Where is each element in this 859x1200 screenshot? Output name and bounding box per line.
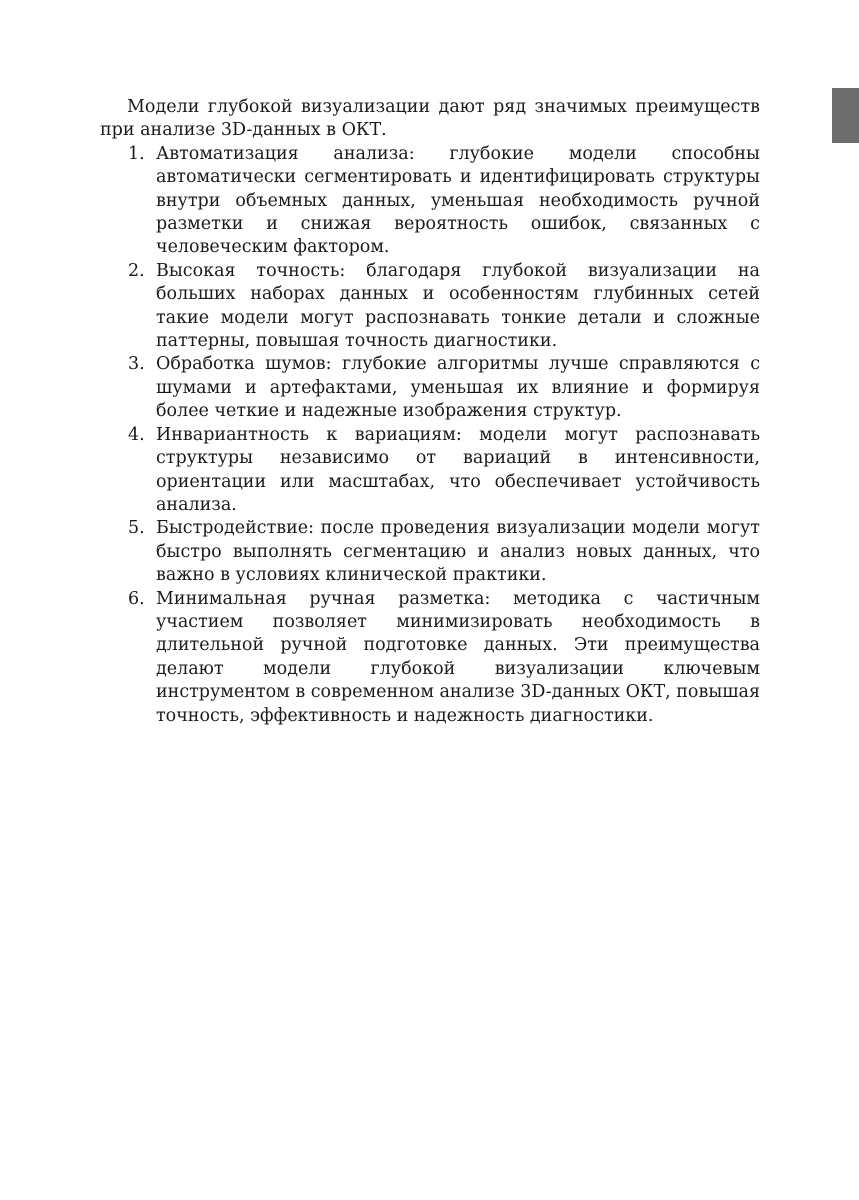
list-item-number: 5. xyxy=(128,518,145,539)
list-item-number: 4. xyxy=(128,424,145,445)
list-item-number: 3. xyxy=(128,354,145,375)
list-item-text: Автоматизация анализа: глубокие модели способны автоматически сегментировать и идентифицировать структуры внутри объемных данных, уменьшая необходимость ручной разметки и снижая вероятность ошибок, связанных с человеческим фактором. xyxy=(156,143,760,258)
intro-paragraph: Модели глубокой визуализации дают ряд значимых преимуществ при анализе 3D-данных в ОКТ. xyxy=(100,97,760,141)
list-item xyxy=(100,143,760,260)
list-item-number: 6. xyxy=(128,588,145,609)
page-content xyxy=(100,96,760,728)
list-item xyxy=(100,588,760,728)
chapter-tab-marker xyxy=(832,88,859,143)
list-item-text: Инвариантность к вариациям: модели могут распознавать структуры независимо от вариаций в интенсивности, ориентации или масштабах, что обеспечивает устойчивость анализа. xyxy=(156,424,760,515)
list-item-text: Минимальная ручная разметка: методика с частичным участием позволяет минимизировать необходимость в длительной ручной подготовке данных. Эти преимущества делают модели глубокой визуализации ключевым инструментом в современном анализе 3D-данных ОКТ, повышая точность, эффективность и надежность диагностики. xyxy=(156,588,760,726)
list-item xyxy=(100,424,760,518)
list-item xyxy=(100,260,760,354)
advantages-list xyxy=(100,143,760,728)
list-item-text: Высокая точность: благодаря глубокой визуализации на больших наборах данных и особенностям глубинных сетей такие модели могут распознавать тонкие детали и сложные паттерны, повышая точность диагностики. xyxy=(156,260,760,352)
list-item-text: Быстродействие: после проведения визуализации модели могут быстро выполнять сегментацию и анализ новых данных, что важно в условиях клинической практики. xyxy=(156,518,760,586)
list-item-text: Обработка шумов: глубокие алгоритмы лучше справляются с шумами и артефактами, уменьшая их влияние и формируя более четкие и надежные изображения структур. xyxy=(156,354,760,422)
list-item xyxy=(100,517,760,587)
list-item xyxy=(100,353,760,423)
list-item-number: 1. xyxy=(128,143,145,164)
list-item-number: 2. xyxy=(128,260,145,281)
